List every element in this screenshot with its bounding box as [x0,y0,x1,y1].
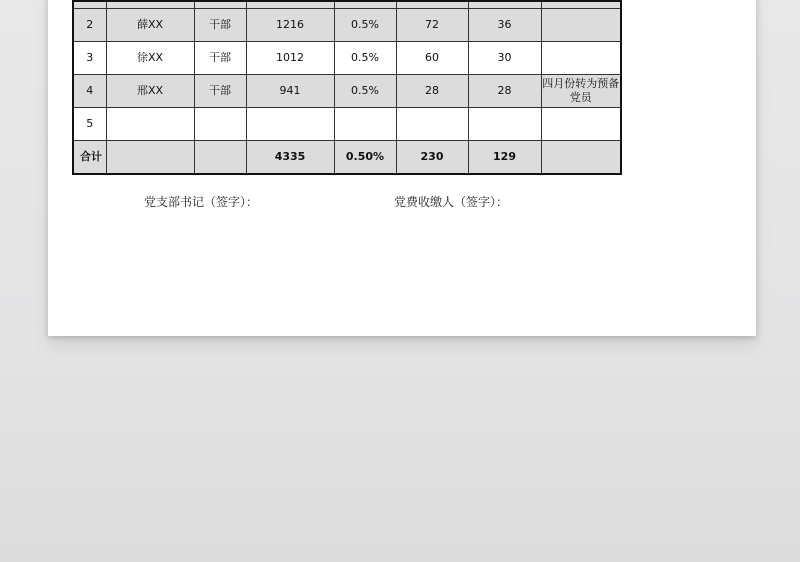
cell-note [541,107,621,140]
cell-name: 徐XX [106,41,194,74]
cell-name: 邢XX [106,74,194,107]
cell-number: 5 [73,107,106,140]
cell-note [541,1,621,8]
total-cell-name [106,140,194,174]
cell-paid [468,1,541,8]
cell-salary [246,1,334,8]
cell-monthly-dues: 72 [396,8,468,41]
cell-position [194,1,246,8]
cell-paid: 30 [468,41,541,74]
total-cell-position [194,140,246,174]
total-cell-paid: 129 [468,140,541,174]
secretary-signature-label: 党支部书记（签字）： [144,195,259,209]
cell-paid: 36 [468,8,541,41]
cell-note [541,41,621,74]
cell-rate: 0.5% [334,41,396,74]
cell-note: 四月份转为预备党员 [541,74,621,107]
cell-number: 4 [73,74,106,107]
party-dues-table [72,0,622,175]
cell-name [106,107,194,140]
table-row [73,8,621,41]
cell-monthly-dues [396,107,468,140]
cell-number [73,1,106,8]
cell-position: 干部 [194,8,246,41]
cell-name: 薛XX [106,8,194,41]
cell-salary: 1012 [246,41,334,74]
cell-paid [468,107,541,140]
table-row [73,107,621,140]
cell-salary [246,107,334,140]
cell-position: 干部 [194,74,246,107]
table-row [73,1,621,8]
total-row [73,140,621,174]
cell-number: 3 [73,41,106,74]
table-row [73,74,621,107]
total-cell-monthly-dues: 230 [396,140,468,174]
cell-rate: 0.5% [334,74,396,107]
cell-salary: 941 [246,74,334,107]
cell-monthly-dues [396,1,468,8]
cell-paid: 28 [468,74,541,107]
total-label: 合计 [73,140,106,174]
total-cell-note [541,140,621,174]
cell-rate: 0.5% [334,8,396,41]
cell-rate [334,107,396,140]
cell-number: 2 [73,8,106,41]
cell-note [541,8,621,41]
cell-name [106,1,194,8]
cell-monthly-dues: 60 [396,41,468,74]
cell-position: 干部 [194,41,246,74]
table-row [73,41,621,74]
cell-position [194,107,246,140]
total-cell-rate: 0.50% [334,140,396,174]
collector-signature-label: 党费收缴人（签字）： [394,195,509,209]
total-cell-salary: 4335 [246,140,334,174]
cell-monthly-dues: 28 [396,74,468,107]
cell-salary: 1216 [246,8,334,41]
cell-rate [334,1,396,8]
